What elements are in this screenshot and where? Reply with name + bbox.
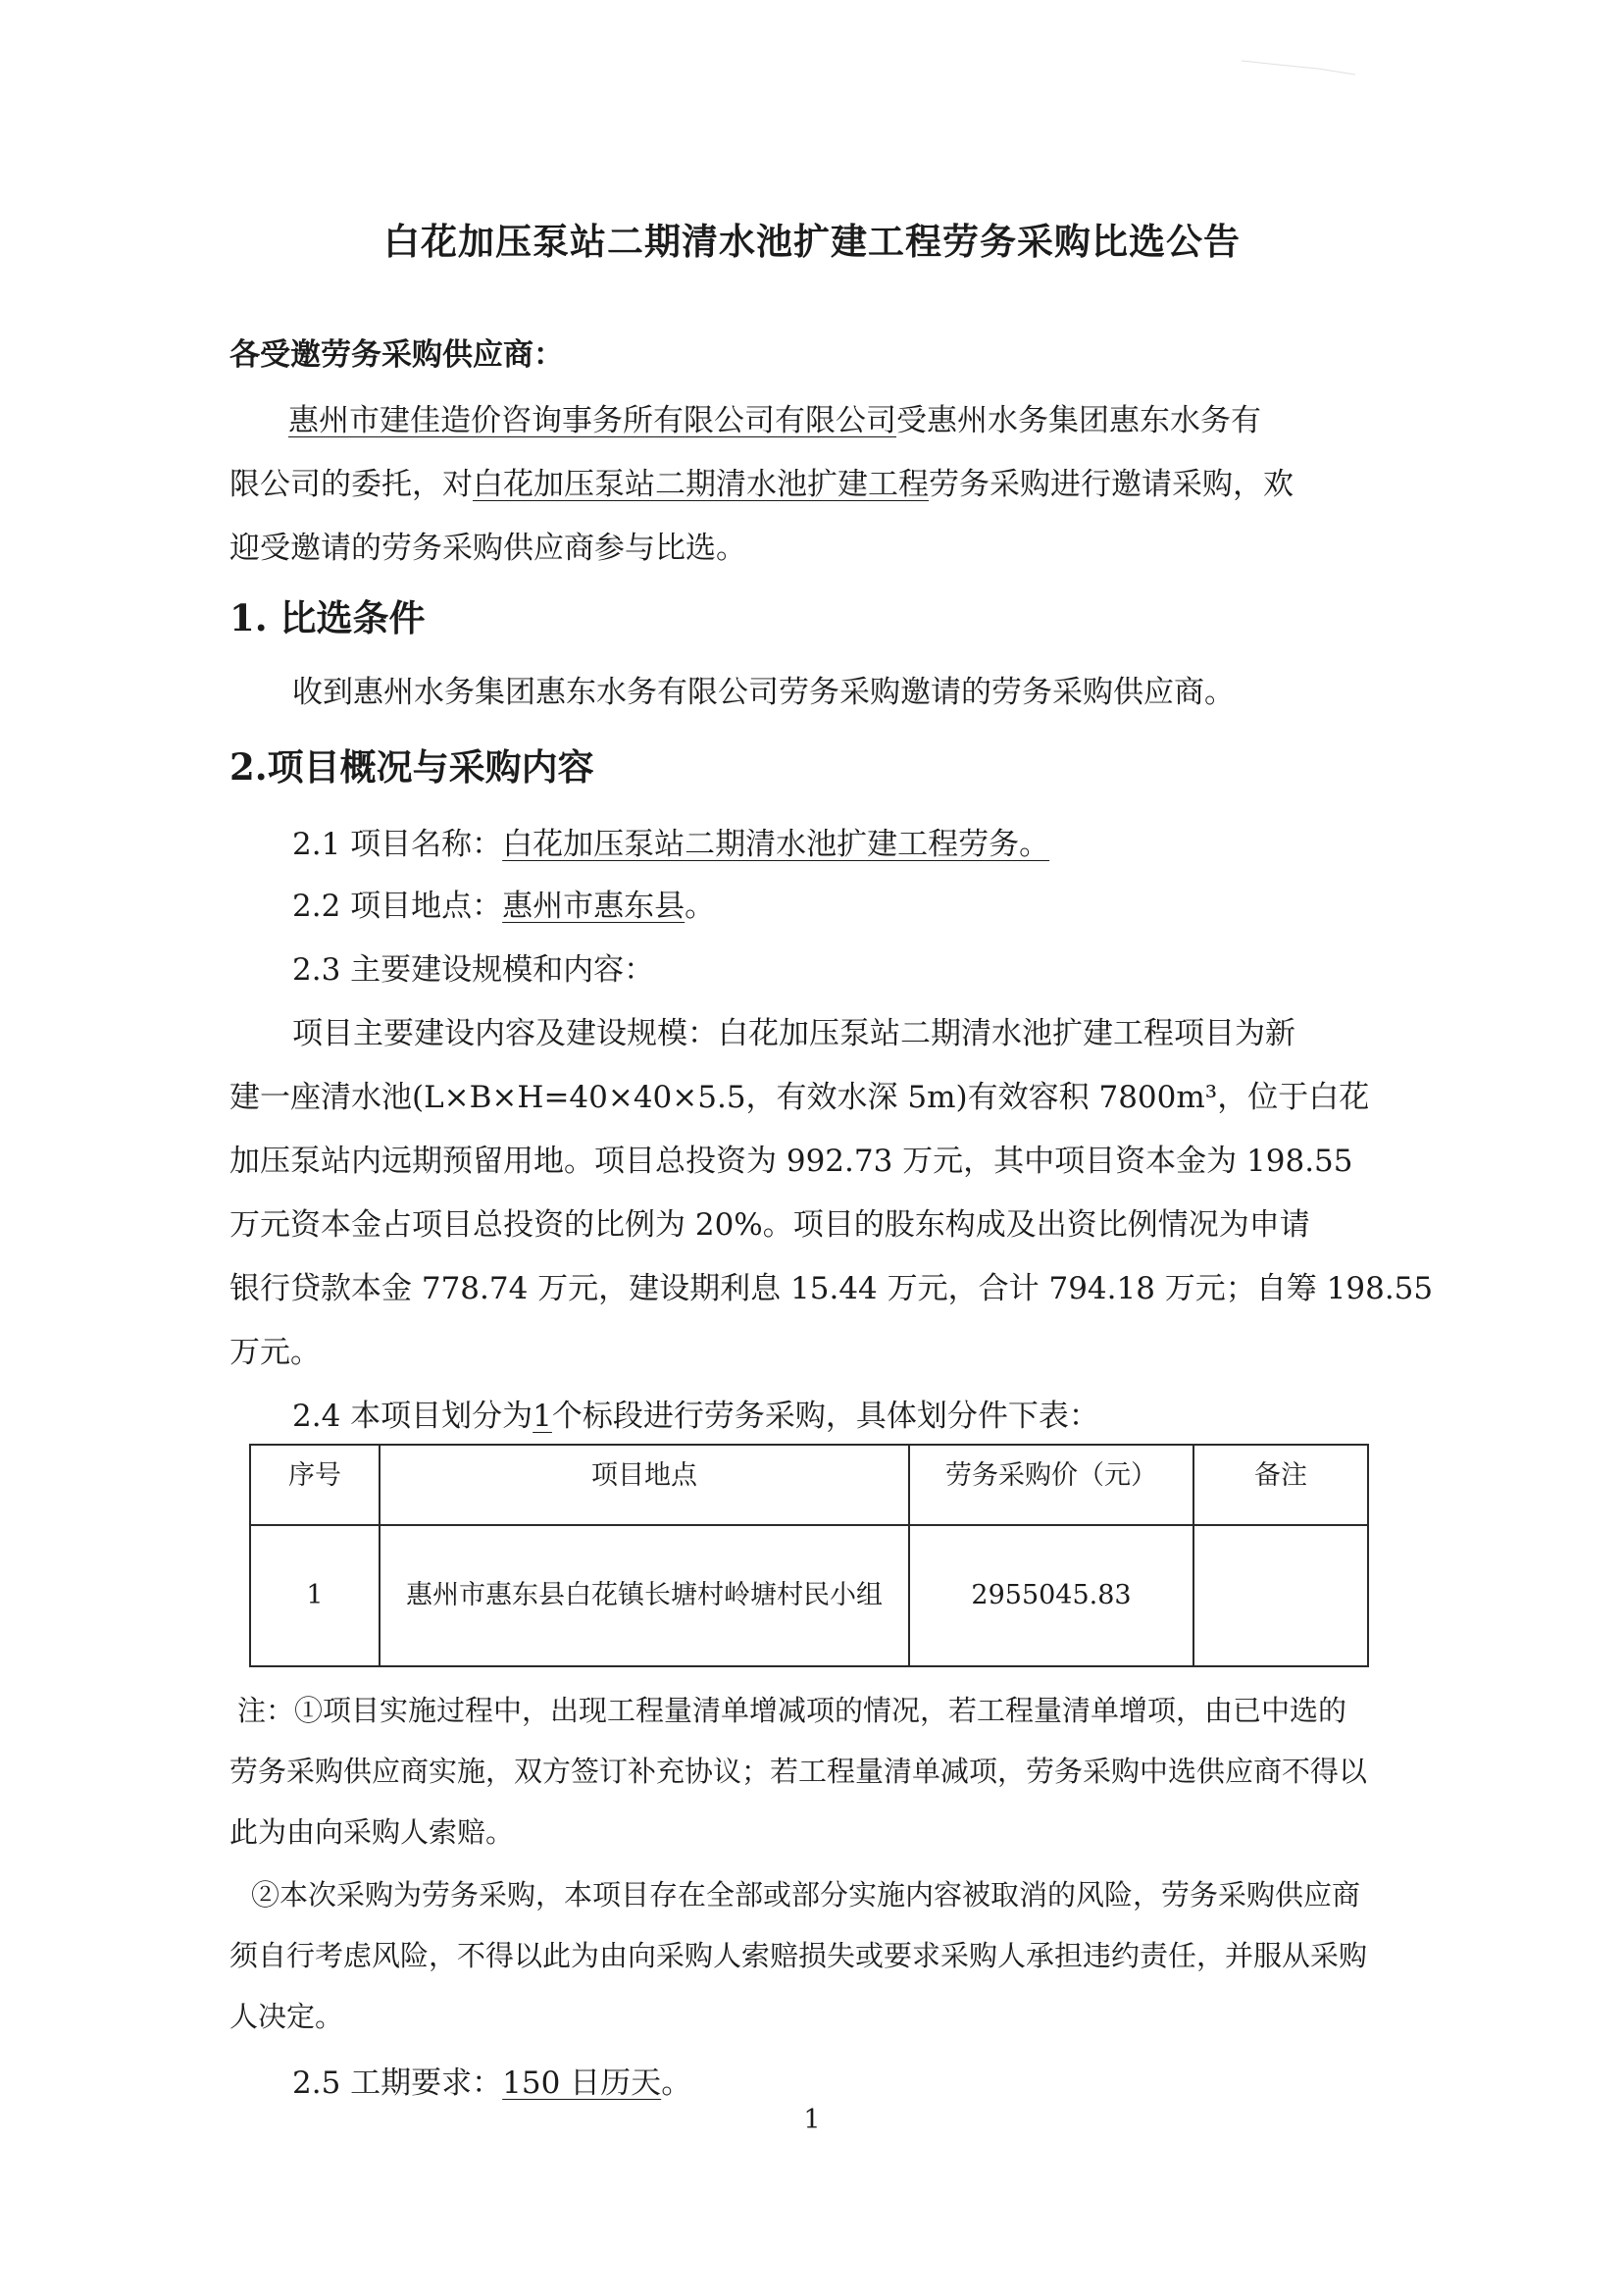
scale-line-4: 万元资本金占项目总投资的比例为 20%。项目的股东构成及出资比例情况为申请 bbox=[229, 1207, 1310, 1243]
project-name: 白花加压泵站二期清水池扩建工程 bbox=[473, 467, 929, 502]
document-title: 白花加压泵站二期清水池扩建工程劳务采购比选公告 bbox=[383, 220, 1241, 263]
table-row bbox=[250, 1525, 1368, 1666]
item-2-4: 2.4 本项目划分为1个标段进行劳务采购，具体划分件下表： bbox=[292, 1399, 1099, 1434]
note-1-line-3: 此为由向采购人索赔。 bbox=[229, 1815, 515, 1849]
note-1-line-1: 注：①项目实施过程中，出现工程量清单增减项的情况，若工程量清单增项，由已中选的 bbox=[237, 1694, 1347, 1727]
salutation: 各受邀劳务采购供应商： bbox=[229, 337, 564, 373]
note-1-line-2: 劳务采购供应商实施，双方签订补充协议；若工程量清单减项，劳务采购中选供应商不得以 bbox=[229, 1755, 1368, 1788]
agency-name: 惠州市建佳造价咨询事务所有限公司有限公司 bbox=[288, 403, 896, 438]
item-2-5: 2.5 工期要求：150 日历天。 bbox=[292, 2065, 692, 2101]
note-2-line-2: 须自行考虑风险，不得以此为由向采购人索赔损失或要求采购人承担违约责任，并服从采购 bbox=[229, 1939, 1368, 1972]
table-header-cell: 序号 bbox=[250, 1445, 380, 1525]
scale-line-2: 建一座清水池(L×B×H=40×40×5.5，有效水深 5m)有效容积 7800m³，位于白花 bbox=[229, 1080, 1370, 1115]
table-header-cell: 项目地点 bbox=[380, 1445, 909, 1525]
page-number: 1 bbox=[803, 2105, 821, 2135]
intro-line-1: 惠州市建佳造价咨询事务所有限公司有限公司受惠州水务集团惠东水务有 bbox=[288, 403, 1261, 438]
row-note bbox=[1193, 1525, 1368, 1666]
item-2-2: 2.2 项目地点：惠州市惠东县。 bbox=[292, 889, 716, 924]
row-location: 惠州市惠东县白花镇长塘村岭塘村民小组 bbox=[380, 1525, 909, 1666]
scale-line-6: 万元。 bbox=[229, 1335, 321, 1370]
lot-table bbox=[249, 1444, 1369, 1667]
scale-line-3: 加压泵站内远期预留用地。项目总投资为 992.73 万元，其中项目资本金为 198.55 bbox=[229, 1144, 1353, 1179]
scan-artifact bbox=[1240, 55, 1357, 76]
intro-line-3: 迎受邀请的劳务采购供应商参与比选。 bbox=[229, 531, 746, 566]
scale-line-5: 银行贷款本金 778.74 万元，建设期利息 15.44 万元，合计 794.18 万元；自筹 198.55 bbox=[229, 1271, 1434, 1306]
section-2-heading: 2.项目概况与采购内容 bbox=[229, 745, 594, 789]
item-2-1: 2.1 项目名称：白花加压泵站二期清水池扩建工程劳务。 bbox=[292, 827, 1050, 862]
scale-line-1: 项目主要建设内容及建设规模：白花加压泵站二期清水池扩建工程项目为新 bbox=[292, 1016, 1295, 1051]
section-1-heading: 1. 比选条件 bbox=[229, 596, 426, 639]
item-2-3: 2.3 主要建设规模和内容： bbox=[292, 952, 655, 988]
row-price: 2955045.83 bbox=[909, 1525, 1193, 1666]
table-header-cell: 劳务采购价（元） bbox=[909, 1445, 1193, 1525]
intro-line-2: 限公司的委托，对白花加压泵站二期清水池扩建工程劳务采购进行邀请采购，欢 bbox=[229, 467, 1294, 502]
section-1-text: 收到惠州水务集团惠东水务有限公司劳务采购邀请的劳务采购供应商。 bbox=[292, 675, 1235, 710]
note-2-line-1: ②本次采购为劳务采购，本项目存在全部或部分实施内容被取消的风险，劳务采购供应商 bbox=[251, 1878, 1361, 1912]
table-header-cell: 备注 bbox=[1193, 1445, 1368, 1525]
table-header-row bbox=[250, 1445, 1368, 1525]
row-number: 1 bbox=[250, 1525, 380, 1666]
note-2-line-3: 人决定。 bbox=[229, 2000, 344, 2033]
